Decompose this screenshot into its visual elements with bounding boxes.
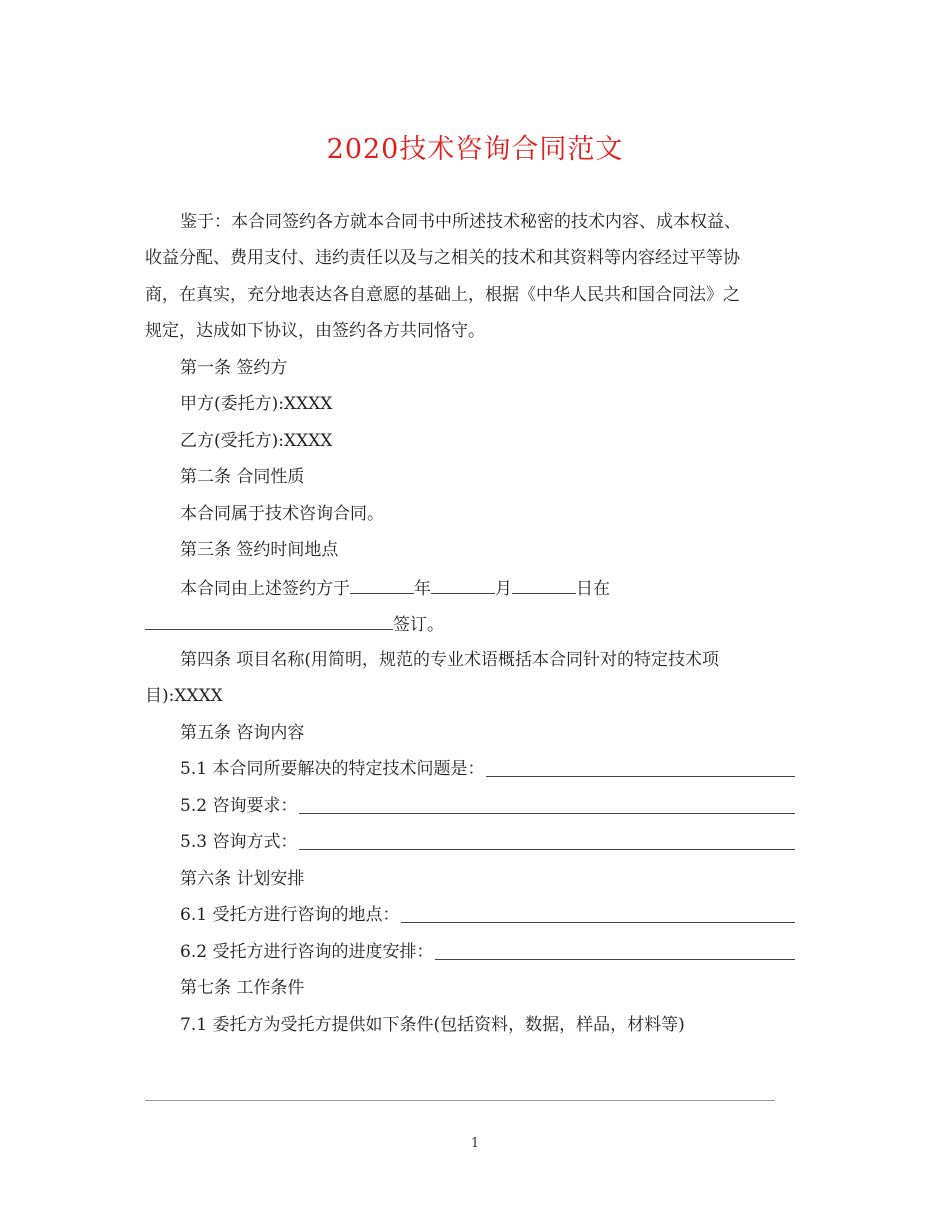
article-5-heading: 第五条 咨询内容 bbox=[180, 723, 305, 743]
item-5-2-label: 5.2 咨询要求： bbox=[180, 796, 298, 816]
article-1-heading: 第一条 签约方 bbox=[180, 358, 288, 378]
place-blank[interactable] bbox=[145, 611, 393, 630]
day-at-label: 日在 bbox=[576, 579, 610, 599]
item-5-2 bbox=[180, 794, 795, 818]
preamble-line-2: 收益分配、费用支付、违约责任以及与之相关的技术和其资料等内容经过平等协 bbox=[145, 248, 740, 268]
document-title: 2020技术咨询合同范文 bbox=[326, 134, 624, 165]
item-5-3-blank[interactable] bbox=[299, 849, 795, 850]
item-7-1: 7.1 委托方为受托方提供如下条件(包括资料，数据，样品，材料等) bbox=[180, 1015, 685, 1035]
item-6-2 bbox=[180, 940, 795, 964]
year-blank[interactable] bbox=[350, 575, 414, 594]
preamble-line-4: 规定，达成如下协议，由签约各方共同恪守。 bbox=[145, 321, 485, 341]
item-5-2-blank[interactable] bbox=[299, 813, 795, 814]
item-6-1 bbox=[180, 903, 795, 927]
item-5-3 bbox=[180, 830, 795, 854]
page-number: 1 bbox=[470, 1136, 480, 1151]
day-blank[interactable] bbox=[512, 575, 576, 594]
date-prefix: 本合同由上述签约方于 bbox=[180, 579, 350, 599]
article-3-place-line bbox=[145, 611, 444, 637]
article-2-heading: 第二条 合同性质 bbox=[180, 467, 305, 487]
party-a: 甲方(委托方):XXXX bbox=[180, 394, 333, 414]
item-5-3-label: 5.3 咨询方式： bbox=[180, 832, 298, 852]
month-label: 月 bbox=[495, 579, 512, 599]
item-5-1-label: 5.1 本合同所要解决的特定技术问题是： bbox=[180, 759, 485, 779]
article-4-line-2: 目):XXXX bbox=[145, 686, 223, 706]
article-4-line-1: 第四条 项目名称(用简明，规范的专业术语概括本合同针对的特定技术项 bbox=[180, 650, 720, 670]
article-3-date-line bbox=[180, 575, 610, 601]
party-b: 乙方(受托方):XXXX bbox=[180, 431, 333, 451]
item-5-1 bbox=[180, 757, 795, 781]
item-5-1-blank[interactable] bbox=[486, 776, 795, 777]
item-6-1-blank[interactable] bbox=[401, 922, 795, 923]
item-6-2-blank[interactable] bbox=[435, 959, 795, 960]
article-6-heading: 第六条 计划安排 bbox=[180, 869, 305, 889]
preamble-line-1: 鉴于：本合同签约各方就本合同书中所述技术秘密的技术内容、成本权益、 bbox=[180, 212, 741, 232]
preamble-line-3: 商，在真实，充分地表达各自意愿的基础上，根据《中华人民共和国合同法》之 bbox=[145, 285, 740, 305]
article-2-text: 本合同属于技术咨询合同。 bbox=[180, 504, 384, 524]
item-6-1-label: 6.1 受托方进行咨询的地点： bbox=[180, 905, 400, 925]
year-label: 年 bbox=[414, 579, 431, 599]
month-blank[interactable] bbox=[431, 575, 495, 594]
article-7-heading: 第七条 工作条件 bbox=[180, 978, 305, 998]
item-6-2-label: 6.2 受托方进行咨询的进度安排： bbox=[180, 942, 434, 962]
article-3-heading: 第三条 签约时间地点 bbox=[180, 540, 339, 560]
signed-label: 签订。 bbox=[393, 615, 444, 635]
footer-divider bbox=[145, 1100, 775, 1101]
